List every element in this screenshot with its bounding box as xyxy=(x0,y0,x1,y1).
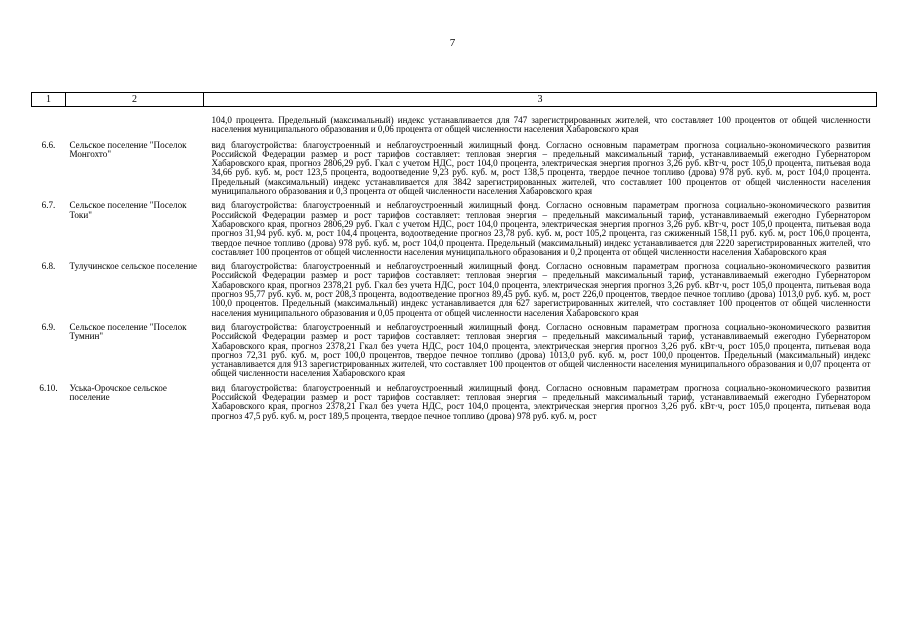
row-number: 6.10. xyxy=(39,382,58,393)
row-number: 6.7. xyxy=(41,200,56,211)
table-row xyxy=(32,321,877,382)
table-row xyxy=(32,382,877,424)
settlement-name: Уська-Орочское сельское поселение xyxy=(69,382,167,403)
tariff-description: 104,0 процента. Предельный (максимальный) индекс устанавливается для 747 зарегистрированных жителей, что составляет 100 процентов от общей численности населения муниципального образования и 0,06 процента от общей численности населения Хабаровского края xyxy=(211,115,871,135)
tariff-table xyxy=(31,92,877,424)
row-number: 6.9. xyxy=(41,321,56,332)
table-row xyxy=(32,139,877,200)
table-row xyxy=(32,199,877,260)
tariff-description: вид благоустройства: благоустроенный и неблагоустроенный жилищный фонд. Согласно основным параметрам прогноза социально-экономического развития Российской Федерации размер и рост тарифов составляет: тепловая энергия – предельный максимальный тариф, устанавливаемый ежегодно Губернатором Хабаровского края, прогноз 2806,29 руб. Гкал с учетом НДС, рост 104,0 процента, электрическая энергия прогноз 3,26 руб. кВт·ч, рост 105,0 процента, питьевая вода 34,66 руб. куб. м, рост 123,5 процента, водоотведение 9,23 руб. куб. м, рост 138,5 процента, твердое печное топливо (дрова) 978 руб. куб. м, рост 104,0 процента. Предельный (максимальный) индекс устанавливается для 3842 зарегистрированных жителей, что составляет 100 процентов от общей численности населения муниципального образования и 0,3 процента от общей численности населения Хабаровского края xyxy=(211,139,871,197)
settlement-name: Сельское поселение "Поселок Токи" xyxy=(69,200,187,220)
settlement-name: Тулучинское сельское поселение xyxy=(69,261,198,272)
column-header-description: 3 xyxy=(204,93,877,107)
table-row xyxy=(32,260,877,321)
settlement-name xyxy=(66,107,204,139)
row-number xyxy=(32,107,66,139)
column-header-number: 1 xyxy=(32,93,66,107)
table-header-row xyxy=(32,93,877,107)
tariff-description: вид благоустройства: благоустроенный и неблагоустроенный жилищный фонд. Согласно основным параметрам прогноза социально-экономического развития Российской Федерации размер и рост тарифов составляет: тепловая энергия – предельный максимальный тариф, устанавливаемый ежегодно Губернатором Хабаровского края, прогноз 2378,21 Гкал без учета НДС, рост 104,0 процента, электрическая энергия прогноз 3,26 руб. кВт·ч, рост 105,0 процента, питьевая вода прогноз 47,5 руб. куб. м, рост 189,5 процента, твердое печное топливо (дрова) 978 руб. куб. м, рост xyxy=(211,382,871,421)
tariff-description: вид благоустройства: благоустроенный и неблагоустроенный жилищный фонд. Согласно основным параметрам прогноза социально-экономического развития Российской Федерации размер и рост тарифов составляет: тепловая энергия – предельный максимальный тариф, устанавливаемый ежегодно Губернатором Хабаровского края, прогноз 2378,21 руб. Гкал без учета НДС, рост 104,0 процента, электрическая энергия прогноз 3,26 руб. кВт·ч, рост 105,0 процента, питьевая вода прогноз 95,77 руб. куб. м, рост 208,3 процента, водоотведение прогноз 89,45 руб. куб. м, рост 226,0 процентов, твердое печное топливо (дрова) 1013,0 руб. куб. м, рост 100,0 процентов. Предельный (максимальный) индекс устанавливается для 627 зарегистрированных жителей, что составляет 100 процентов от общей численности населения муниципального образования и 0,05 процента от общей численности населения Хабаровского края xyxy=(211,261,871,318)
tariff-description: вид благоустройства: благоустроенный и неблагоустроенный жилищный фонд. Согласно основным параметрам прогноза социально-экономического развития Российской Федерации размер и рост тарифов составляет: тепловая энергия – предельный максимальный тариф, устанавливаемый ежегодно Губернатором Хабаровского края, прогноз 2378,21 Гкал без учета НДС, рост 104,0 процента, электрическая энергия прогноз 3,26 руб. кВт·ч, рост 105,0 процента, питьевая вода прогноз 72,31 руб. куб. м, рост 100,0 процентов, твердое печное топливо (дрова) 1013,0 руб. куб. м, рост 100,0 процентов. Предельный (максимальный) индекс устанавливается для 913 зарегистрированных жителей, что составляет 100 процентов от общей численности населения муниципального образования и 0,07 процента от общей численности населения Хабаровского края xyxy=(211,321,871,379)
tariff-description: вид благоустройства: благоустроенный и неблагоустроенный жилищный фонд. Согласно основным параметрам прогноза социально-экономического развития Российской Федерации размер и рост тарифов составляет: тепловая энергия – предельный максимальный тариф, устанавливаемый ежегодно Губернатором Хабаровского края, прогноз 2806,29 руб. Гкал с учетом НДС, рост 104,0 процента, электрическая энергия прогноз 3,26 руб. кВт·ч, рост 105,0 процента, питьевая вода прогноз 31,94 руб. куб. м, рост 104,4 процента, водоотведение прогноз 23,78 руб. куб. м, рост 105,2 процента, газ сжиженный 158,11 руб. куб. м, рост 106,0 процента, твердое печное топливо (дрова) 978 руб. куб. м, рост 104,0 процента. Предельный (максимальный) индекс устанавливается для 2220 зарегистрированных жителей, что составляет 100 процентов от общей численности населения муниципального образования и 0,2 процента от общей численности населения Хабаровского края xyxy=(211,200,871,257)
row-number: 6.6. xyxy=(41,139,56,150)
row-number: 6.8. xyxy=(41,261,56,272)
settlement-name: Сельское поселение "Поселок Монгохто" xyxy=(69,139,187,159)
column-header-name: 2 xyxy=(66,93,204,107)
table-row xyxy=(32,107,877,139)
settlement-name: Сельское поселение "Поселок Тумнин" xyxy=(69,321,187,342)
page-number: 7 xyxy=(449,37,456,49)
